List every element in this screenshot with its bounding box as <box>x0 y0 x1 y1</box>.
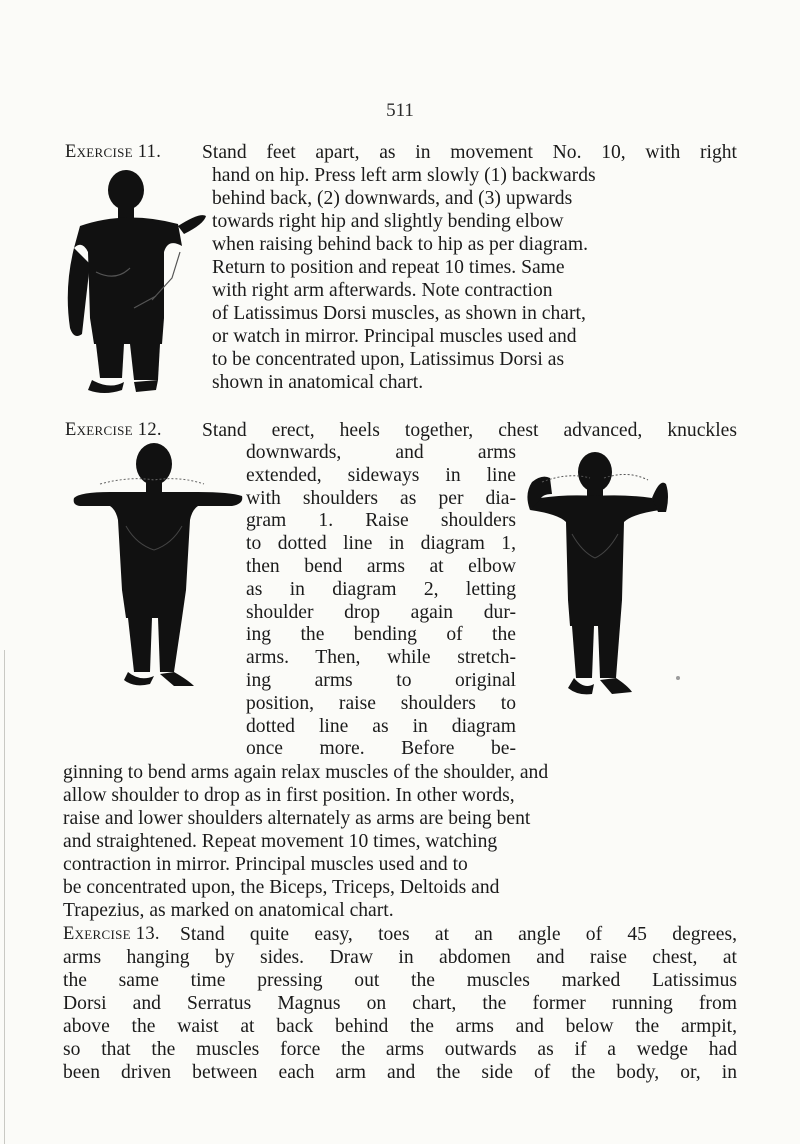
exercise-12-narrow-line: with shoulders as per dia- <box>246 487 516 509</box>
exercise-12-narrow-line: downwards, and arms <box>246 442 516 463</box>
exercise-11-line: or watch in mirror. Principal muscles used and <box>212 326 577 347</box>
exercise-12-narrow-line: position, raise shoulders to <box>246 692 516 714</box>
exercise-12-narrow-line: as in diagram 2, letting <box>246 578 516 600</box>
exercise-13-line: arms hanging by sides. Draw in abdomen and raise chest, at <box>63 947 737 968</box>
exercise-13-line: Dorsi and Serratus Magnus on chart, the former running from <box>63 993 737 1014</box>
exercise-12-narrow-line: ing the bending of the <box>246 624 516 646</box>
exercise-11-label: Exercise 11. <box>65 142 162 162</box>
exercise-12-narrow-line: once more. Before be- <box>246 738 516 760</box>
exercise-12-narrow-line: ing arms to original <box>246 669 516 691</box>
exercise-12-narrow-line: arms. Then, while stretch- <box>246 647 516 669</box>
exercise-11-line: when raising behind back to hip as per diagram. <box>212 234 588 255</box>
exercise-12-first-line-text: Stand erect, heels together, chest advanced, knuckles <box>202 420 737 441</box>
page-edge-line <box>4 650 5 1144</box>
exercise-11-first-line-text: Stand feet apart, as in movement No. 10, with right <box>202 142 737 163</box>
exercise-11-line: behind back, (2) downwards, and (3) upwards <box>212 188 573 209</box>
exercise-11-line: to be concentrated upon, Latissimus Dorsi as <box>212 349 565 370</box>
figure-back-arm-behind-icon <box>60 168 210 398</box>
exercise-11-line: of Latissimus Dorsi muscles, as shown in chart, <box>212 303 586 324</box>
exercise-12-line: allow shoulder to drop as in first position. In other words, <box>63 785 515 806</box>
exercise-12-line: contraction in mirror. Principal muscles used and to <box>63 854 468 875</box>
figure-arms-extended-icon <box>70 440 245 690</box>
exercise-12-first-line <box>202 419 737 442</box>
exercise-13-line: the same time pressing out the muscles marked Latissimus <box>63 970 737 991</box>
exercise-12-line: ginning to bend arms again relax muscles of the shoulder, and <box>63 762 549 783</box>
figure-arms-bent-icon <box>520 450 670 700</box>
exercise-12-narrow-line: then bend arms at elbow <box>246 555 516 577</box>
exercise-11-body <box>212 164 737 394</box>
exercise-13-first-line <box>180 923 737 946</box>
print-speck <box>676 676 680 680</box>
exercise-11-line: Return to position and repeat 10 times. Same <box>212 257 565 278</box>
exercise-11-line: with right arm afterwards. Note contraction <box>212 280 553 301</box>
exercise-12-line: raise and lower shoulders alternately as arms are being bent <box>63 808 531 829</box>
exercise-11-line: towards right hip and slightly bending elbow <box>212 211 564 232</box>
exercise-12-narrow-column <box>246 442 516 761</box>
exercise-12-narrow-line: to dotted line in diagram 1, <box>246 533 516 555</box>
exercise-11-line: hand on hip. Press left arm slowly (1) backwards <box>212 165 596 186</box>
exercise-13-body <box>63 946 737 1084</box>
exercise-12-narrow-line: gram 1. Raise shoulders <box>246 510 516 532</box>
exercise-12-narrow-line: extended, sideways in line <box>246 464 516 486</box>
exercise-12-line: be concentrated upon, the Biceps, Triceps, Deltoids and <box>63 877 500 898</box>
exercise-12-body <box>63 761 737 922</box>
page-number: 511 <box>386 100 414 121</box>
exercise-13-label: Exercise 13. <box>63 924 160 944</box>
exercise-13-line: above the waist at back behind the arms and below the armpit, <box>63 1016 737 1037</box>
exercise-12-label: Exercise 12. <box>65 420 162 440</box>
exercise-13-first-line-text: Stand quite easy, toes at an angle of 45 degrees, <box>180 924 737 945</box>
exercise-13-line: been driven between each arm and the side of the body, or, in <box>63 1062 737 1083</box>
exercise-11-first-line <box>202 141 737 164</box>
exercise-13-line: so that the muscles force the arms outwards as if a wedge had <box>63 1039 737 1060</box>
exercise-11-line last-line: shown in anatomical chart. <box>212 372 424 393</box>
exercise-12-narrow-line: dotted line as in diagram <box>246 715 516 737</box>
exercise-12-line last-line: Trapezius, as marked on anatomical chart. <box>63 900 394 921</box>
exercise-12-narrow-line: shoulder drop again dur- <box>246 601 516 623</box>
exercise-12-line: and straightened. Repeat movement 10 times, watching <box>63 831 498 852</box>
